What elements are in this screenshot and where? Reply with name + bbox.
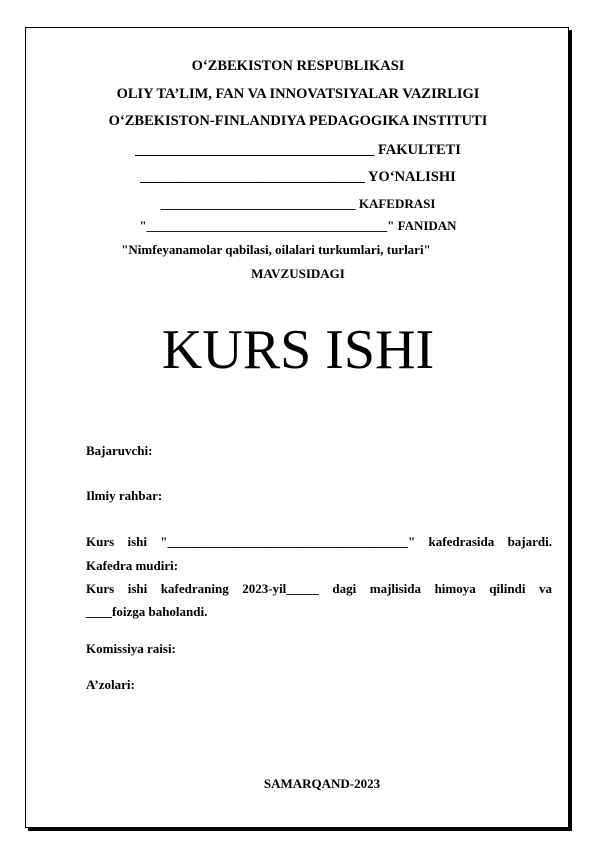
city-year-footer: SAMARQAND-2023 — [263, 776, 381, 791]
faculty-line: _________________________________ FAKULTETI — [135, 142, 461, 158]
topic-line: "Nimfeyanamolar qabilasi, oilalari turkumlari, turlari" — [121, 242, 431, 257]
members-label: A’zolari: — [86, 677, 135, 692]
grade-line: ____foizga baholandi. — [86, 604, 208, 619]
ministry-heading: OLIY TA’LIM, FAN VA INNOVATSIYALAR VAZIRLIGI — [116, 86, 480, 102]
completed-line: Kurs ishi "_____________________________________" kafedrasida bajardi. — [86, 534, 552, 549]
document-title: KURS ISHI — [161, 319, 435, 381]
supervisor-label: Ilmiy rahbar: — [86, 488, 163, 503]
topic-suffix: MAVZUSIDAGI — [251, 266, 345, 281]
department-line: ______________________________ KAFEDRASI — [160, 196, 436, 211]
defense-line: Kurs ishi kafedraning 2023-yil_____ dagi majlisida himoya qilindi va — [86, 581, 552, 596]
institute-heading: O‘ZBEKISTON-FINLANDIYA PEDAGOGIKA INSTITUTI — [108, 113, 488, 129]
commission-chair-label: Komissiya raisi: — [86, 641, 176, 656]
subject-line: "_____________________________________" FANIDAN — [139, 218, 457, 233]
direction-line: _______________________________ YO‘NALISHI — [140, 169, 456, 185]
head-of-department-label: Kafedra mudiri: — [86, 558, 179, 573]
republic-heading: O‘ZBEKISTON RESPUBLIKASI — [191, 58, 405, 74]
executor-label: Bajaruvchi: — [86, 443, 153, 458]
